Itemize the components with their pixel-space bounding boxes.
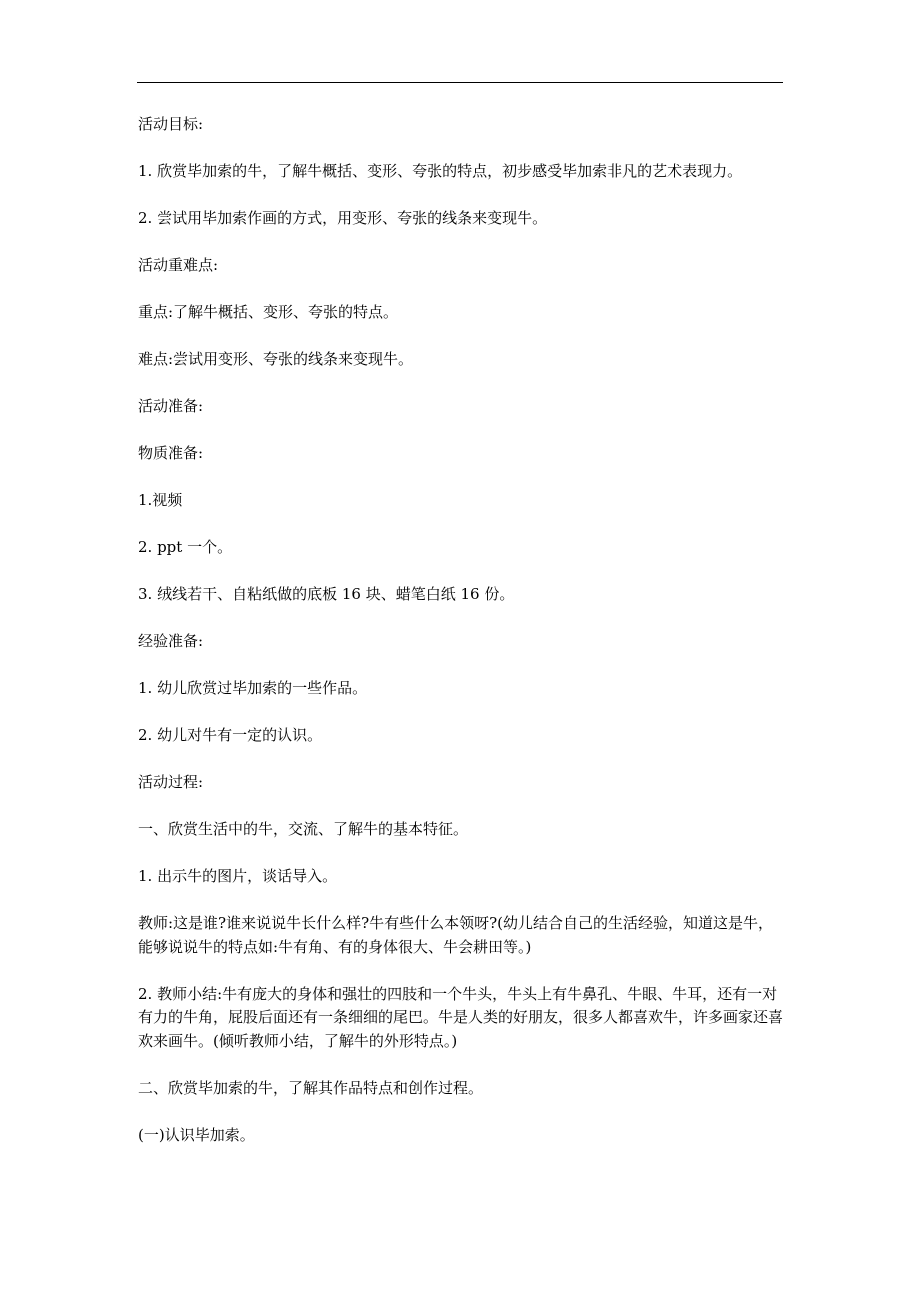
goal-item-1: 1. 欣赏毕加索的牛，了解牛概括、变形、夸张的特点，初步感受毕加索非凡的艺术表现力。 xyxy=(138,162,743,180)
goal-item-2: 2. 尝试用毕加索作画的方式，用变形、夸张的线条来变现牛。 xyxy=(138,209,548,227)
process-subsection-1: (一)认识毕加索。 xyxy=(138,1125,255,1144)
material-item-1: 1.视频 xyxy=(138,491,183,509)
heading-activity-preparation: 活动准备: xyxy=(138,397,204,415)
difficult-point: 难点:尝试用变形、夸张的线条来变现牛。 xyxy=(138,350,414,368)
process-step-1: 1. 出示牛的图片，谈话导入。 xyxy=(138,867,338,885)
heading-activity-process: 活动过程: xyxy=(138,773,204,791)
teacher-summary: 2. 教师小结:牛有庞大的身体和强壮的四肢和一个牛头，牛头上有牛鼻孔、牛眼、牛耳，还有一对有力的牛角，屁股后面还有一条细细的尾巴。牛是人类的好朋友，很多人都喜欢牛，许多画家还喜欢来画牛。(倾听教师小结，了解牛的外形特点。) xyxy=(138,984,784,1050)
heading-key-difficult-points: 活动重难点: xyxy=(138,256,219,274)
subheading-experience-preparation: 经验准备: xyxy=(138,632,204,650)
teacher-question: 教师:这是谁?谁来说说牛长什么样?牛有些什么本领呀?(幼儿结合自己的生活经验，知道这是牛，能够说说牛的特点如:牛有角、有的身体很大、牛会耕田等。) xyxy=(138,914,774,956)
material-item-2: 2. ppt 一个。 xyxy=(138,538,233,556)
process-section-1: 一、欣赏生活中的牛，交流、了解牛的基本特征。 xyxy=(138,820,469,838)
header-rule xyxy=(137,82,783,83)
heading-activity-goals: 活动目标: xyxy=(138,115,204,133)
experience-item-2: 2. 幼儿对牛有一定的认识。 xyxy=(138,726,323,744)
subheading-material-preparation: 物质准备: xyxy=(138,444,204,462)
key-point: 重点:了解牛概括、变形、夸张的特点。 xyxy=(138,303,399,321)
material-item-3: 3. 绒线若干、自粘纸做的底板 16 块、蜡笔白纸 16 份。 xyxy=(138,585,515,603)
document-body xyxy=(138,113,788,1171)
process-section-2: 二、欣赏毕加索的牛，了解其作品特点和创作过程。 xyxy=(138,1078,484,1097)
experience-item-1: 1. 幼儿欣赏过毕加索的一些作品。 xyxy=(138,679,368,697)
